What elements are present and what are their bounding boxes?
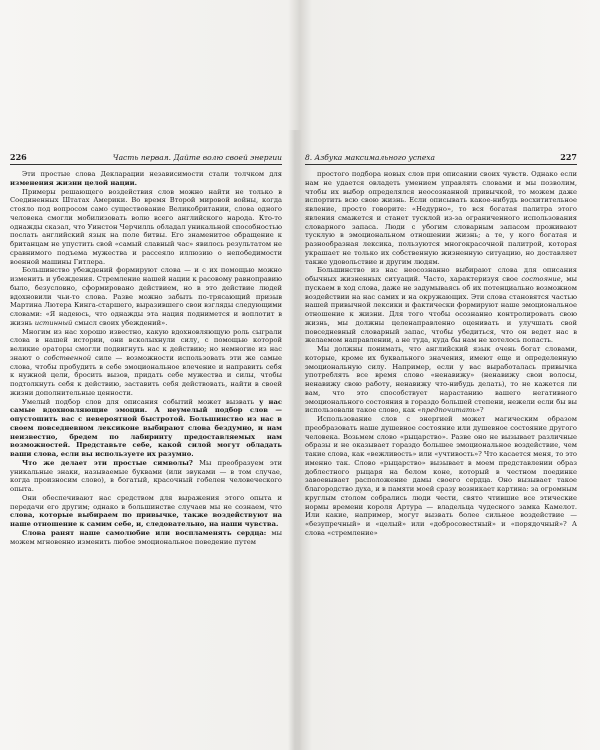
text-run: истинный — [34, 318, 73, 327]
book-gutter — [288, 130, 302, 750]
paragraph — [10, 494, 282, 529]
paragraph — [10, 328, 282, 398]
text-run: Они обеспечивают нас средством для выражения этого опыта и передачи его другим; однако в большинстве случаев мы не — [10, 493, 282, 511]
paragraph — [305, 170, 577, 266]
right-page-body — [305, 170, 577, 538]
text-run: силе — возможности использовать эти же самые слова, чтобы пробудить в себе эмоциональное влечение и направить себя к нужной цели, бросить вызов, придать себе мужества и силы, чтобы подтолкнуть себя к действию, заставить себя действовать, найти в своей жизни дополнительные ценности. — [10, 353, 282, 397]
text-run: Многим из нас хорошо известно, какую вдохновляющую роль сыграли слова в нашей истории, они всколыхнули силу, с помощью которой великие ораторы смогли подвигнуть нас к действию; но немногие из нас знают о — [10, 327, 282, 362]
text-run: предпочитать — [421, 406, 476, 415]
text-run: Умелый подбор слов для описания событий может вызвать — [22, 397, 260, 406]
paragraph — [305, 415, 577, 538]
paragraph — [10, 188, 282, 267]
text-run: Эти простые слова Декларации независимости стали толчком для — [22, 170, 282, 178]
text-run: Слова ранят наше самолюбие или воспламенять сердца: — [22, 528, 267, 537]
left-page-header — [10, 152, 282, 165]
paragraph — [10, 170, 282, 188]
paragraph — [305, 266, 577, 345]
right-page-number: 227 — [560, 152, 577, 162]
text-run: Большинство убеждений формируют слова — и с их помощью можно изменить и убеждения. Стремление нашей нации к расовому равноправию было, безусловно, сформировано действием, но в это действие людей вдохновили чьи-то слова. Разве можно забыть по-трясающий призыв Мартина Лютера Кинга-старшего, выразившего свои взгляды следующими словами: «Я надеюсь, что однажды эта нация поднимется и воплотит в жизнь — [10, 266, 282, 327]
right-page-header — [305, 152, 577, 165]
text-run: А неумелый подбор слов — опустошить вас с невероятной быстротой. Большинство из нас в своем повседневном лексиконе выбирают слова бездумно, и нам неизвестно, бредем по лабиринту предоставляемых нам возможностей. Представьте себе, какой силой могут обладать ваши слова, если вы используете их разумно. — [10, 406, 282, 458]
text-run: у нас самые вдохновляющие эмоции. — [10, 397, 282, 415]
text-run: Мы преобразуем эти уникальные знаки, называемые буквами (или звуками — в том случае, когда произносим слово), в богатый, красочный гобелен человеческого опыта. — [10, 458, 282, 493]
text-run: Примеры решающего воздействия слов можно найти не только в Соединенных Штатах Америки. Во время Второй мировой войны, когда стояло под вопросом само существование Великобритании, слова одного человека смогли мобилизовать волю всего английского народа. Кто-то однажды сказал, что Уинстон Черчилль обладал уникальной способностью послать английский язык на поле битвы. Его знаменитое обращение к британцам не упустить свой «самый славный час» явилось результатом не сравнимого подъема мужества и рассеяло иллюзию о непобедимости военной машины Гитлера. — [10, 187, 282, 266]
text-run: сознаем, что — [235, 502, 282, 511]
text-run: смысл своих убеждений». — [72, 318, 168, 327]
text-run: , мы пускаем в ход слова, даже не задумываясь об их потенциально возможном воздействии на нас самих и на окружающих. Эти слова становятся частью нашей привычной лексики и фактически формируют наше эмоциональное отношение к жизни. Для того чтобы осознанно контролировать свою жизнь, мы должны целенаправленно оценивать и улучшать свой повседневный словарный запас, чтобы убедиться, что он ведет нас в желаемом направлении, а не туда, куда бы нам не хотелось попасть. — [305, 275, 577, 345]
text-run: »? — [475, 406, 484, 415]
text-run: слова, которые выбираем по привычке, также воздействуют на наше отношение к самим себе, и, следовательно, на наши чувства. — [10, 511, 282, 528]
paragraph — [10, 266, 282, 327]
right-page — [305, 152, 577, 737]
text-run: Использование слов с энергией может магическим образом преобразовать наше душевное состояние или душевное состояние другого человека. Возьмем слово «рыцарство». Разве оно не вызывает различные образы и не оказывает гораздо большее эмоциональное воздействие, чем такие слова, как «вежливость» или «учтивость»? Что касается меня, то это именно так. Слово «рыцарство» вызывает в моем представлении образ доблестного рыцаря на белом коне, который в честном поединке завоевывает расположение дамы своего сердца. Оно вызывает такое благородство духа, и в памяти моей сразу возникает картина: за огромным круглым столом собрались люди чести, свято чтившие все этические нормы времени короля Артура — владельца чудесного замка Камелот. Или какие, например, могут вызвать более сильное воздействие — «безупречный» и «целый» или «добросовестный» и «порядочный»? А слова «стремление» — [305, 415, 577, 537]
text-run: изменения жизни целой нации. — [10, 178, 137, 187]
left-running-title: Часть первая. Дайте волю своей энергии — [112, 153, 282, 162]
paragraph — [10, 529, 282, 547]
left-page-number: 226 — [10, 152, 27, 162]
text-run: Что же делает эти простые символы? — [22, 458, 193, 467]
text-run: состояние — [521, 275, 561, 283]
right-running-title: 8. Азбука максимального успеха — [305, 153, 435, 162]
paragraph — [10, 398, 282, 459]
text-run: Мы должны понимать, что английский язык очень богат словами, которые, кроме их буквального значения, имеют еще и определенную эмоциональную силу. Например, если у вас выработалась привычка употреблять все время слово «ненавижу» (ненавижу свои волосы, ненавижу свою работу, ненавижу что-нибудь делать), то не кажется ли вам, что это способствует нарастанию вашего негативного эмоционального состояния в гораздо большей степени, нежели если бы вы использовали такое слово, как « — [305, 345, 577, 415]
left-page-body — [10, 170, 282, 546]
text-run: мы можем мгновенно изменить любое эмоциональное поведение путем — [10, 528, 282, 546]
text-run: Большинство из нас неосознанно выбирают слова для описания обычных жизненных ситуаций. Часто, характеризуя свое — [305, 266, 577, 283]
text-run: простого подбора новых слов при описании своих чувств. Однако если нам не удается овладеть умением управлять словами и мы позволим, чтобы их выбор определялся неосознанной привычкой, то можем даже испортить всю свою жизнь. Если описывать какое-нибудь восхитительное явление, просто говорите: «Недурно», то вся богатая палитра этого явления смажется и станет тусклой из-за ограниченного использования словарного запаса. Люди с убогим словарным запасом проживают тусклую в эмоциональном отношении жизнь; а те, у кого богатая и разнообразная лексика, пользуются многокрасочной палитрой, которая украшает не только их собственную жизненную ситуацию, но доставляет также удовольствие и другим людям. — [305, 170, 577, 266]
paragraph — [10, 459, 282, 494]
paragraph — [305, 345, 577, 415]
left-page — [10, 152, 282, 737]
text-run: собственной — [43, 353, 92, 362]
